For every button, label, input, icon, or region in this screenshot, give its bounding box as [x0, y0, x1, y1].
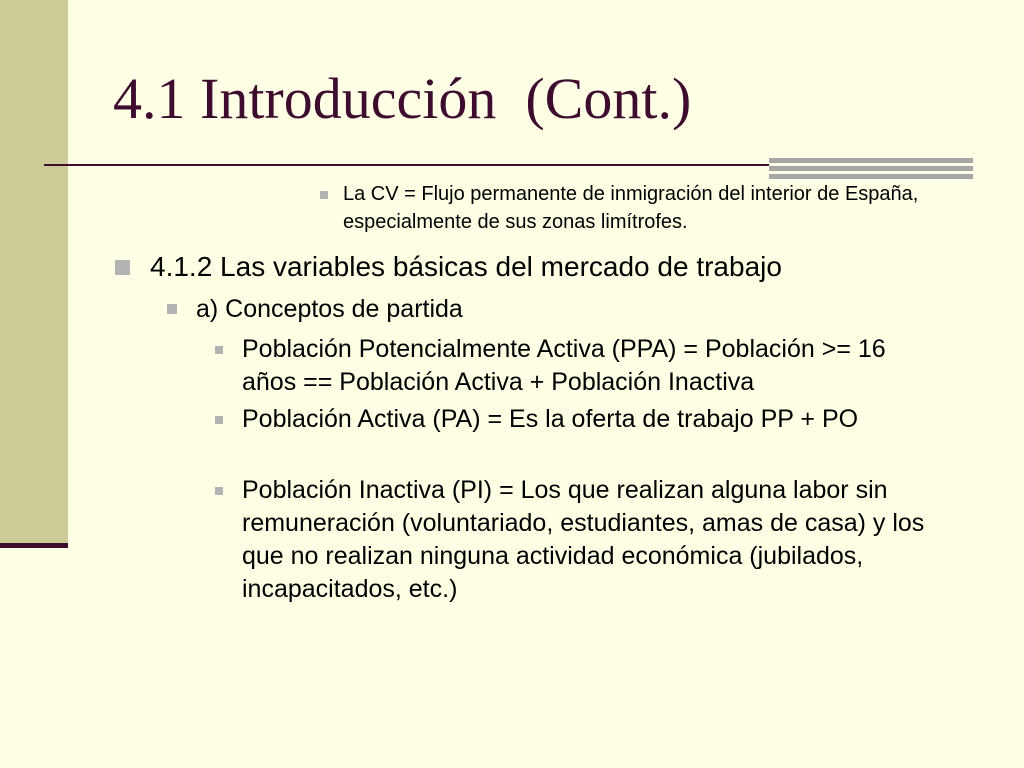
bullet-text: 4.1.2 Las variables básicas del mercado de trabajo [150, 251, 782, 282]
bullet-item [242, 474, 967, 606]
bullet-item [343, 180, 963, 236]
bullet-item [150, 250, 950, 284]
slide-title: 4.1 Introducción (Cont.) [113, 66, 692, 131]
bullet-text: Población Potencialmente Activa (PPA) = Población >= 16 años == Población Activa + Población Inactiva [242, 335, 886, 396]
bullet-text: La CV = Flujo permanente de inmigración del interior de España, especialmente de sus zonas limítrofes. [343, 183, 919, 233]
bullet-square-icon [115, 260, 130, 275]
bullet-text: Población Activa (PA) = Es la oferta de trabajo PP + PO [242, 405, 859, 433]
bullet-item [196, 293, 956, 325]
bullet-square-icon [320, 191, 328, 199]
bullet-item [242, 403, 942, 436]
bullet-square-icon [215, 416, 223, 424]
bullet-square-icon [215, 487, 223, 495]
bullet-square-icon [167, 304, 177, 314]
bullet-item [242, 333, 942, 399]
bullet-text: a) Conceptos de partida [196, 295, 463, 323]
bullet-text: Población Inactiva (PI) = Los que realizan alguna labor sin remuneración (voluntariado, estudiantes, amas de casa) y los que no realizan ninguna actividad económica (jubilados, incapacitados, etc.) [242, 476, 925, 603]
bullet-square-icon [215, 346, 223, 354]
